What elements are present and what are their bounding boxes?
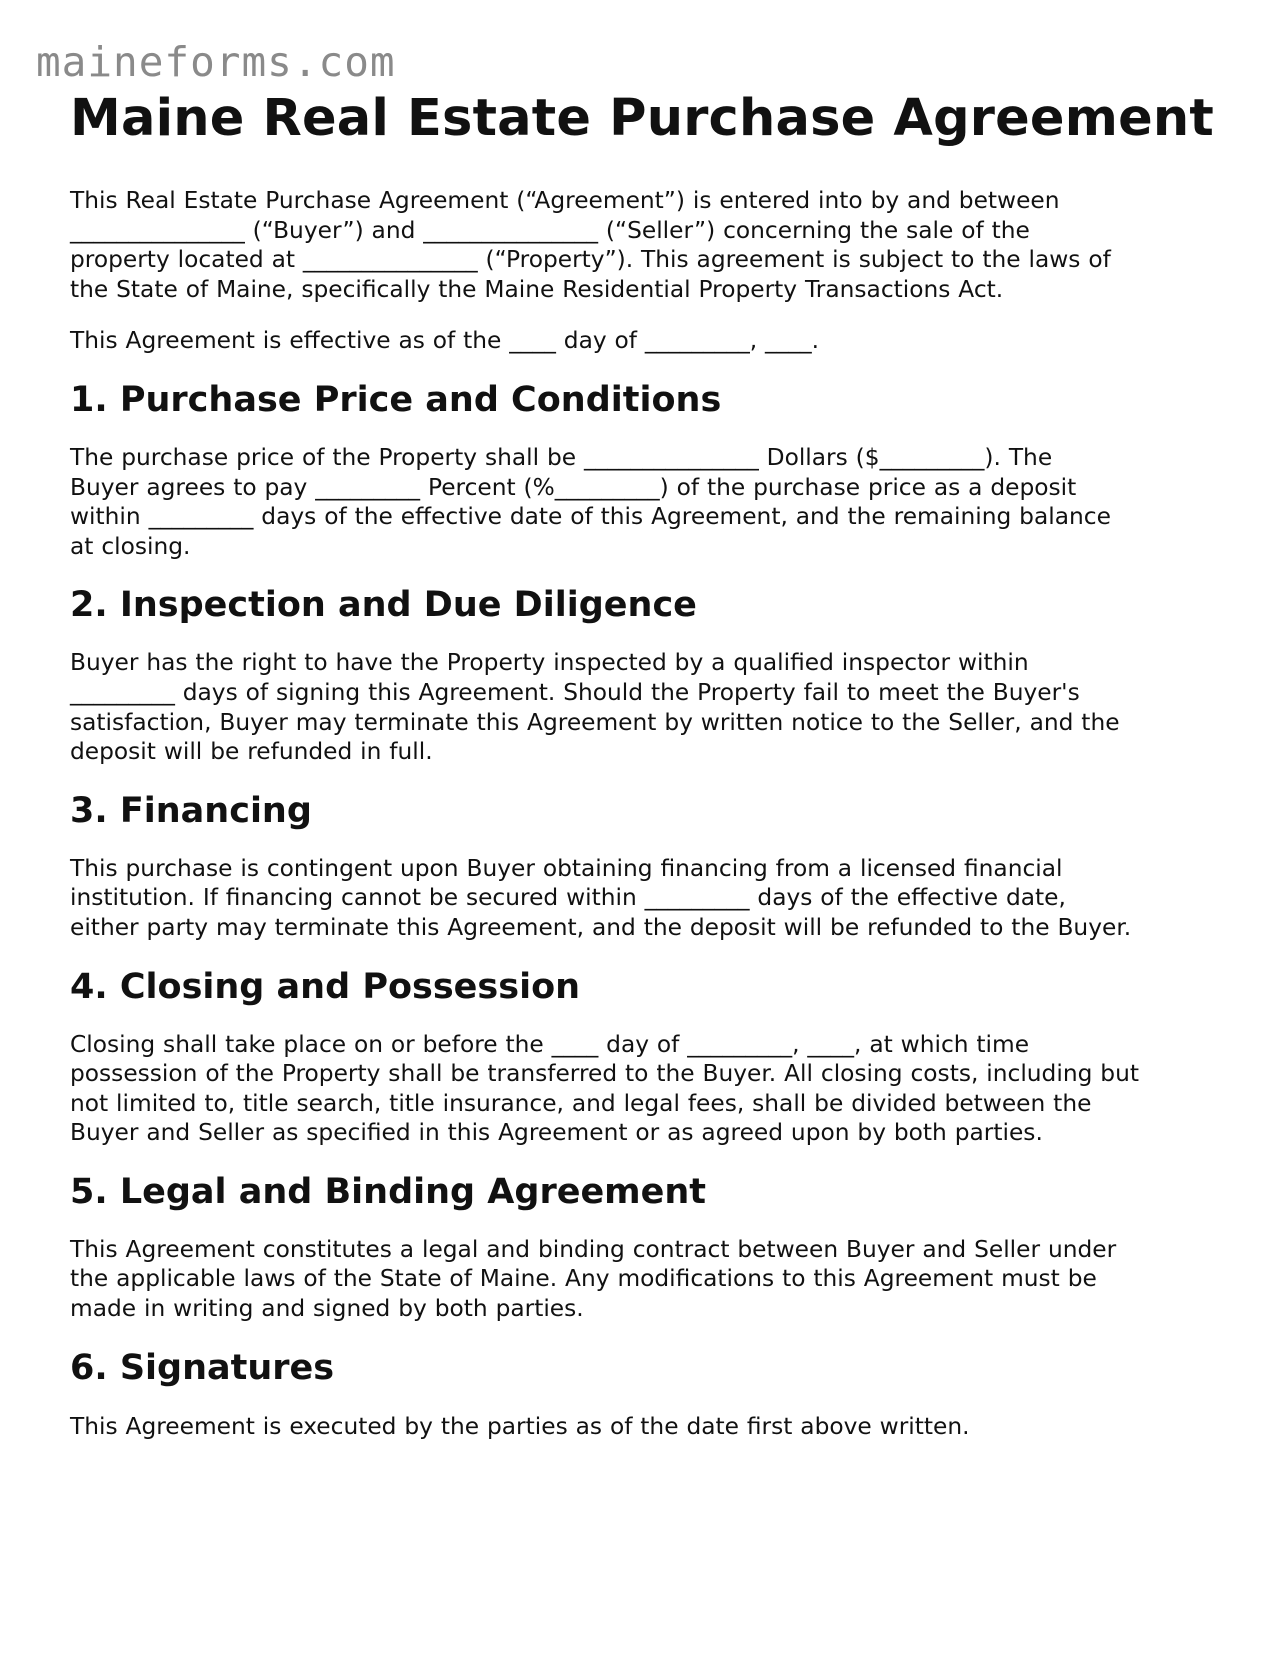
intro-line: This Real Estate Purchase Agreement (“Agreement”) is entered into by and between — [70, 187, 1060, 214]
body-line: Closing shall take place on or before the ____ day of _________, ____, at which time — [70, 1030, 1030, 1058]
intro-paragraph — [70, 186, 1220, 304]
section-body-signatures — [70, 1412, 1220, 1442]
body-line: This Agreement is executed by the parties as of the date first above written. — [70, 1412, 970, 1440]
body-line: Buyer and Seller as specified in this Agreement or as agreed upon by both parties. — [70, 1119, 1043, 1147]
body-line: at closing. — [70, 532, 191, 560]
body-line: either party may terminate this Agreement, and the deposit will be refunded to the Buyer. — [70, 913, 1132, 941]
intro-line: _______________ (“Buyer”) and _______________ (“Seller”) concerning the sale of the — [70, 216, 1030, 244]
section-body-closing — [70, 1030, 1220, 1148]
section-heading-inspection: 2. Inspection and Due Diligence — [70, 585, 697, 626]
body-line: Buyer agrees to pay _________ Percent (%_________) of the purchase price as a deposit — [70, 473, 1077, 501]
section-body-inspection — [70, 648, 1220, 766]
section-heading-purchase-price: 1. Purchase Price and Conditions — [70, 379, 722, 420]
body-line: satisfaction, Buyer may terminate this Agreement by written notice to the Seller, and the — [70, 708, 1120, 736]
section-heading-closing: 4. Closing and Possession — [70, 966, 581, 1007]
body-line: deposit will be refunded in full. — [70, 738, 433, 766]
section-body-purchase-price — [70, 443, 1220, 561]
document-title: Maine Real Estate Purchase Agreement — [70, 89, 1214, 148]
body-line: The purchase price of the Property shall be _______________ Dollars ($_________). The — [70, 443, 1053, 471]
body-line: institution. If financing cannot be secured within _________ days of the effective date, — [70, 884, 1066, 912]
section-heading-financing: 3. Financing — [70, 790, 312, 831]
body-line: Buyer has the right to have the Property inspected by a qualified inspector within — [70, 649, 1029, 677]
body-line: the applicable laws of the State of Maine. Any modifications to this Agreement must be — [70, 1265, 1097, 1293]
section-body-financing — [70, 854, 1220, 943]
body-line: not limited to, title search, title insurance, and legal fees, shall be divided between the — [70, 1089, 1092, 1117]
intro-line: property located at _______________ (“Property”). This agreement is subject to the laws of — [70, 246, 1111, 274]
section-heading-signatures: 6. Signatures — [70, 1347, 335, 1388]
section-body-legal — [70, 1235, 1220, 1324]
body-line: possession of the Property shall be transferred to the Buyer. All closing costs, including but — [70, 1060, 1139, 1088]
intro-line: the State of Maine, specifically the Maine Residential Property Transactions Act. — [70, 275, 1004, 303]
document-page — [70, 88, 1220, 1441]
body-line: This Agreement constitutes a legal and binding contract between Buyer and Seller under — [70, 1235, 1117, 1263]
body-line: within _________ days of the effective date of this Agreement, and the remaining balance — [70, 503, 1111, 531]
effective-date-line: This Agreement is effective as of the ____ day of _________, ____. — [70, 327, 820, 355]
watermark: maineforms.com — [36, 38, 396, 86]
section-heading-legal: 5. Legal and Binding Agreement — [70, 1171, 707, 1212]
body-line: This purchase is contingent upon Buyer obtaining financing from a licensed financial — [70, 854, 1063, 882]
effective-date-paragraph — [70, 326, 1220, 356]
body-line: made in writing and signed by both parties. — [70, 1295, 584, 1323]
body-line: _________ days of signing this Agreement. Should the Property fail to meet the Buyer's — [70, 678, 1080, 706]
